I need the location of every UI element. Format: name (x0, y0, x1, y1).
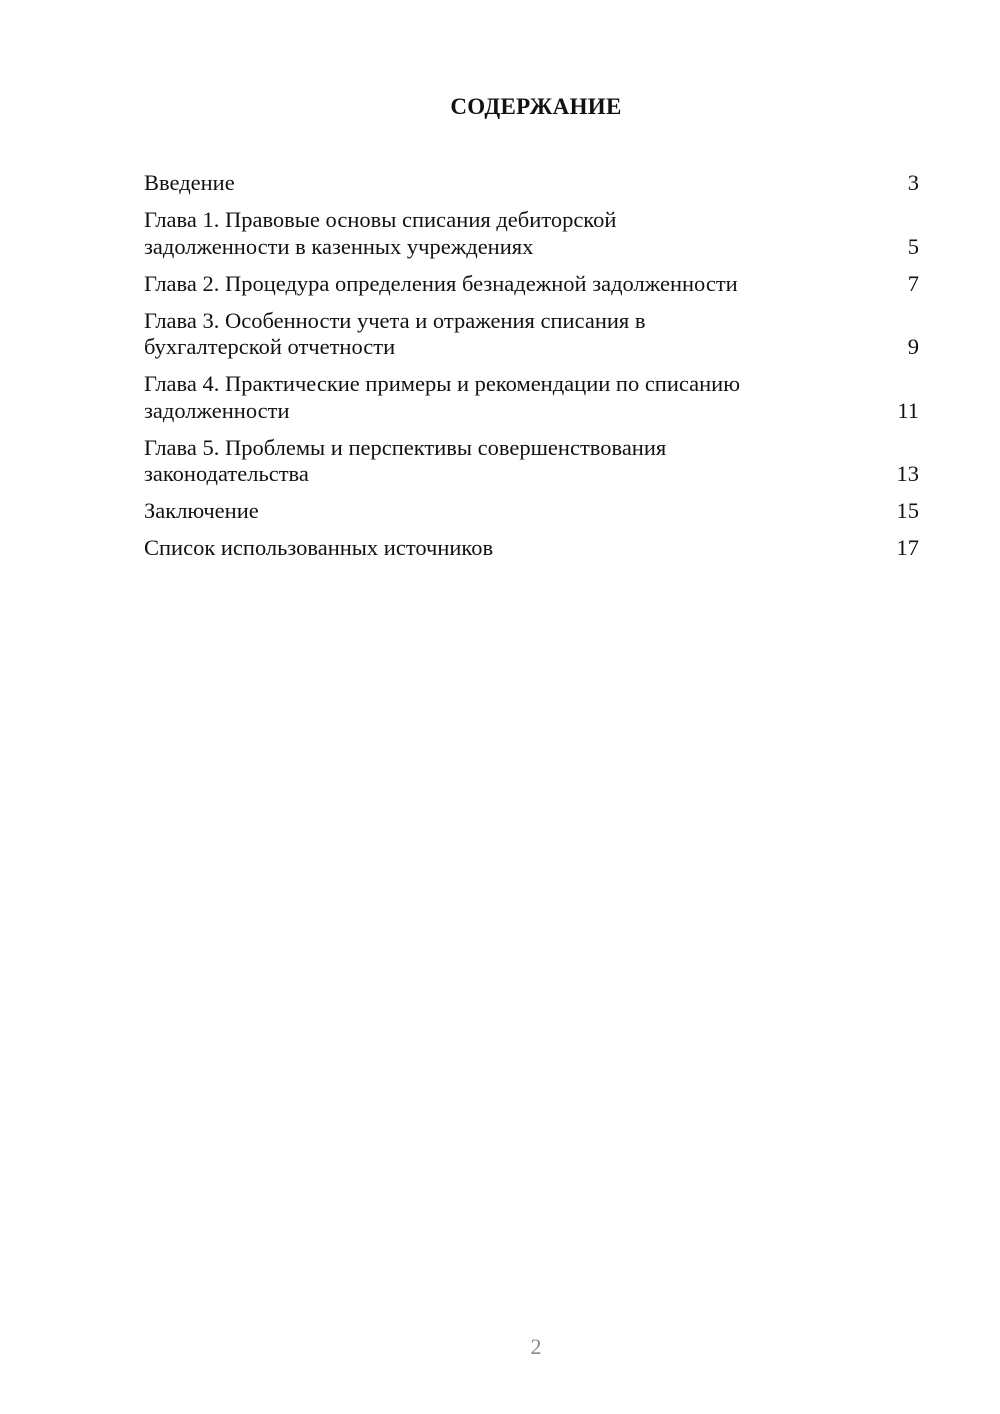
toc-entry-line: задолженности в казенных учреждениях (144, 233, 534, 259)
toc-entry-page-number: 15 (896, 498, 919, 523)
toc-entry-line: Введение (144, 170, 235, 195)
toc-entry-text (144, 207, 824, 260)
toc-entry-chapter-4 (144, 371, 919, 424)
toc-entry-page-number: 17 (896, 535, 919, 560)
toc-entry-chapter-2 (144, 271, 919, 298)
page-title: СОДЕРЖАНИЕ (450, 94, 622, 119)
toc-entry-chapter-1 (144, 207, 919, 260)
toc-entry-page-number: 9 (907, 334, 919, 359)
toc-entry-line: бухгалтерской отчетности (144, 334, 396, 359)
toc-entry-text (144, 498, 824, 525)
toc-entry-text (144, 170, 824, 197)
toc-entry-text (144, 308, 824, 361)
toc-entry-introduction (144, 170, 919, 197)
toc-entry-line: законодательства (144, 461, 309, 486)
toc-entry-text (144, 535, 824, 562)
toc-entry-line: Глава 4. Практические примеры и рекомендации по списанию (144, 371, 741, 396)
toc-entry-text (144, 271, 824, 298)
toc-entry-line: Заключение (144, 498, 259, 523)
toc-entry-line: Глава 3. Особенности учета и отражения списания в (144, 307, 646, 333)
toc-entry-page-number: 13 (896, 461, 919, 486)
toc-entry-line: Глава 2. Процедура определения безнадежной задолженности (144, 270, 738, 296)
toc-entry-line: Глава 1. Правовые основы списания дебиторской (144, 207, 617, 232)
toc-entry-line: Глава 5. Проблемы и перспективы совершенствования (144, 434, 667, 460)
page-number: 2 (530, 1334, 542, 1359)
toc-entry-text (144, 371, 824, 424)
toc-entry-chapter-5 (144, 435, 919, 488)
toc-entry-line: задолженности (144, 397, 290, 423)
toc-entry-page-number: 11 (897, 397, 919, 423)
toc-entry-line: Список использованных источников (144, 535, 494, 560)
toc-entry-page-number: 3 (907, 170, 919, 195)
toc-entry-page-number: 7 (907, 270, 919, 296)
table-of-contents (144, 170, 919, 572)
toc-entry-text (144, 435, 824, 488)
toc-entry-page-number: 5 (907, 233, 919, 259)
toc-entry-conclusion (144, 498, 919, 525)
toc-entry-chapter-3 (144, 308, 919, 361)
toc-entry-references (144, 535, 919, 562)
